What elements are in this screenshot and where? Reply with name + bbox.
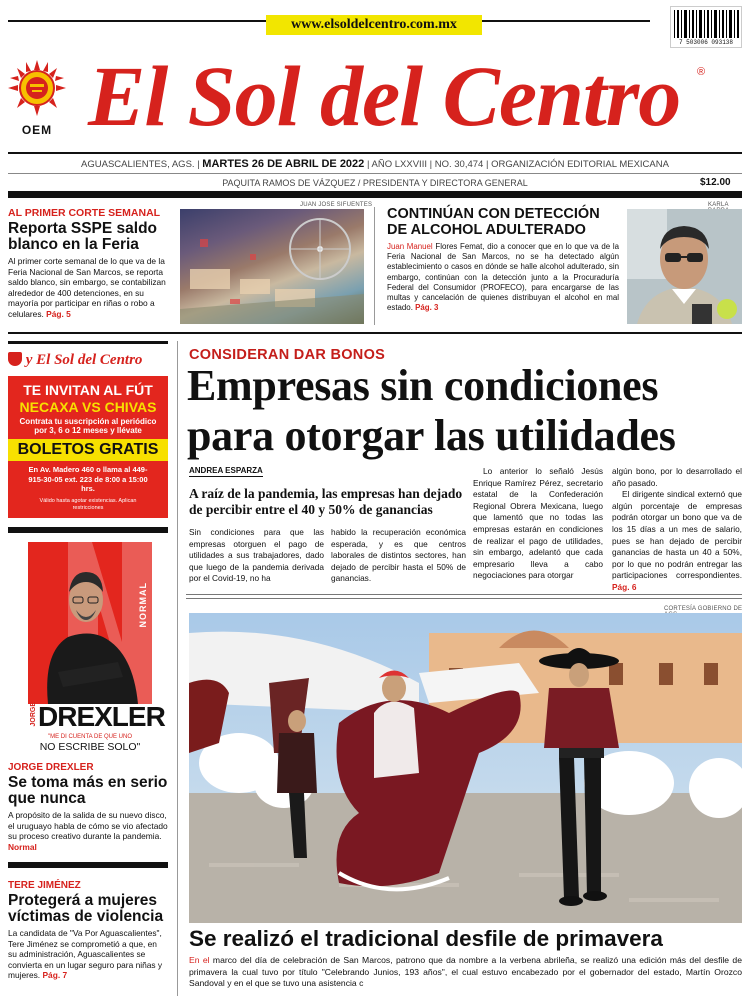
main-story-col1	[189, 527, 324, 585]
registered-mark: ®	[697, 66, 706, 78]
barcode-digits: 7 503006 093138	[678, 39, 733, 46]
top-rule-right	[480, 20, 650, 22]
top-left-kicker: AL PRIMER CORTE SEMANAL	[8, 207, 161, 219]
photo-story-body-text: marco del día de celebración de San Marcos, patrono que da nombre a la verbena abrileña, se realizó una edición más del desfile de primavera la cual tuvo por título "Celebrando Junios, 193 años", el cual estuvo encabezado por el gobernador del estado, Martín Orozco Sandoval y en el que se tuvo una asistencia c	[189, 955, 742, 989]
fair-photo-credit: JUAN JOSE SIFUENTES	[300, 202, 373, 208]
top-left-body	[8, 256, 170, 319]
main-story-col1-text: Sin condiciones para que las empresas otorguen el pago de utilidades a sus trabajadores, dado que luego de la pandemia derivada por el Covid-19, no ha	[189, 527, 324, 584]
album-artist-first: JORGE	[30, 702, 37, 727]
parade-photo-credit: CORTESÍA GOBIERNO DE	[664, 606, 743, 612]
photo-story-headline[interactable]: Se realizó el tradicional desfile de primavera	[189, 926, 663, 951]
top-left-page[interactable]: Pág. 5	[46, 308, 71, 319]
dateline-sep: |	[485, 159, 492, 170]
main-story-col4a-text: algún bono, por lo desarrollado el año pasado.	[612, 466, 742, 488]
left-col-rule	[8, 341, 168, 344]
fair-aerial-photo	[180, 209, 364, 324]
dateline-city: AGUASCALIENTES, AGS.	[81, 159, 195, 170]
dateline-sep: |	[366, 159, 372, 170]
top-left-headline[interactable]: Reporta SSPE saldo blanco en la Feria	[8, 220, 158, 253]
jimenez-story[interactable]	[8, 880, 168, 981]
promo-subscribe: Contrata tu suscripción al periódico por 3, 6 o 12 meses y llévate	[19, 417, 157, 435]
top-right-lead-name: Juan Manuel	[387, 242, 433, 251]
jimenez-kicker: TERE JIMÉNEZ	[8, 880, 81, 891]
top-divider	[374, 207, 375, 325]
top-left-story[interactable]	[8, 207, 170, 319]
album-artist-last: DREXLER	[38, 701, 165, 732]
album-promo[interactable]	[28, 542, 165, 756]
album-tagline: NO ESCRIBE SOLO"	[39, 741, 141, 753]
left-col-rule-3	[8, 862, 168, 868]
drexler-story[interactable]	[8, 762, 168, 852]
dateline-issue: NO. 30,474	[434, 159, 484, 170]
sun-icon	[8, 60, 66, 116]
barcode-bars	[672, 8, 742, 40]
drexler-photo	[28, 542, 152, 704]
main-story-kicker: CONSIDERAN DAR BONOS	[189, 347, 386, 363]
dateline-sep: |	[429, 159, 435, 170]
top-right-story[interactable]	[387, 206, 619, 313]
main-story-rule-2	[186, 598, 742, 599]
masthead-rule-1	[8, 152, 742, 154]
dateline	[8, 158, 742, 170]
drexler-body-text: A propósito de la salida de su nuevo disco, el uruguayo habla de cómo se vio afectado su proceso creativo durante la pandemia.	[8, 810, 168, 841]
jimenez-headline[interactable]: Protegerá a mujeres víctimas de violencia	[8, 892, 164, 925]
dateline-year: AÑO LXXVIII	[371, 159, 427, 170]
oem-logo[interactable]	[8, 60, 66, 137]
top-right-body	[387, 242, 619, 313]
drexler-section[interactable]: Normal	[8, 841, 37, 852]
photo-story-lead: En el	[189, 955, 210, 965]
main-story-byline: ANDREA ESPARZA	[189, 466, 263, 475]
album-cover	[28, 542, 152, 704]
dateline-org: ORGANIZACIÓN EDITORIAL MEXICANA	[491, 159, 669, 170]
main-story-col3-text: Lo anterior lo señaló Jesús Enrique Ramírez Pérez, secretario estatal de la Confederación Regional Obrera Mexicana, luego que lamentó que no todas las empresas estarán en condiciones de realizar el pago de utilidades, sin embargo, adelantó que cada empresario lleva a cabo negociaciones para otorgar	[473, 466, 603, 581]
dateline-sep: |	[197, 159, 203, 170]
main-story-col4	[612, 466, 742, 594]
url-banner[interactable]: www.elsoldelcentro.com.mx	[266, 15, 482, 35]
main-story-col3	[473, 466, 603, 582]
drexler-headline[interactable]: Se toma más en serio que nunca	[8, 774, 168, 807]
promo-invite: TE INVITAN AL FÚT	[23, 382, 153, 398]
necaxa-shield-icon	[8, 352, 22, 366]
top-right-headline[interactable]: CONTINÚAN CON DETECCIÓN DE ALCOHOL ADULTERADO	[387, 206, 600, 238]
promo-match: NECAXA VS CHIVAS	[19, 399, 157, 415]
barcode	[670, 6, 742, 48]
album-tagline-red: "ME DI CUENTA DE QUE UNO	[47, 734, 133, 740]
main-story-col2	[331, 527, 466, 585]
top-section-rule	[8, 332, 742, 334]
left-col-divider	[177, 341, 178, 996]
top-right-page[interactable]: Pág. 3	[415, 303, 439, 313]
price: $12.00	[700, 177, 731, 188]
promo-tickets[interactable]: BOLETOS GRATIS	[8, 439, 168, 461]
promo-address: En Av. Madero 460 o llama al 449-915-30-05 ext. 223 de 8:00 a 15:00 hrs.	[28, 465, 148, 493]
official-portrait	[627, 209, 742, 324]
newspaper-title[interactable]: El Sol del Centro	[88, 48, 681, 144]
masthead-rule-2	[8, 173, 742, 174]
fair-scene	[180, 209, 364, 324]
main-story-col2-text: habido la recuperación económica esperada, y es que centros laborales de distintos sectores, han dejado de percibir hasta el 50% de ganancias.	[331, 527, 466, 584]
left-col-rule-2	[8, 527, 168, 533]
official-photo-credit: KARLA	[708, 202, 729, 208]
main-story-deck: A raíz de la pandemia, las empresas han dejado de percibir entre el 40 y 50% de ganancias	[189, 486, 463, 517]
top-right-body-text: Flores Femat, dio a conocer que en lo que va de la Feria Nacional de San Marcos, no se ha detectado algún establecimiento o casos en dónde se halle alcohol adulterado, sin embargo, continúan con la detección junto a la Procuraduría Federal del Consumidor (PROFECO), para encargarse de las multas y cancelación de quienes distribuyan el alcohol en mal estado.	[387, 242, 619, 313]
main-story-col4b-text: El dirigente sindical externó que algún porcentaje de empresas podrán otorgar un bono que va de los 15 días a un mes de salario, pues se han dejado de percibir ganancias de hasta un 40 a 50%, por lo que no podrán entregar las participaciones correspondientes.	[612, 489, 742, 581]
promo-fine-print: Válido hasta agotar existencias. Aplican restricciones	[39, 497, 137, 511]
main-story-headline[interactable]: Empresas sin condiciones para otorgar las utilidades	[187, 361, 676, 460]
oem-logo-text: OEM	[21, 123, 53, 137]
promo-brand-text: y El Sol del Centro	[25, 352, 143, 368]
main-story-page[interactable]: Pág. 6	[612, 581, 637, 592]
photo-story-body	[189, 955, 742, 1001]
album-label: NORMAL	[138, 582, 148, 628]
jimenez-page[interactable]: Pág. 7	[42, 970, 68, 980]
official-portrait-photo	[627, 209, 742, 324]
jimenez-body-text: La candidata de "Va Por Aguascalientes", Tere Jiménez se comprometió a que, en su administración, Aguascalientes se convierta en un lugar seguro para niñas y mujeres.	[8, 928, 163, 980]
promo-box[interactable]	[8, 376, 168, 518]
top-rule-left	[8, 20, 268, 22]
drexler-body	[8, 810, 168, 852]
dateline-date: MARTES 26 DE ABRIL DE 2022	[202, 158, 365, 170]
main-story-rule-1	[186, 594, 742, 595]
promo-brand	[8, 352, 168, 369]
director-line: PAQUITA RAMOS DE VÁZQUEZ / PRESIDENTA Y DIRECTORA GENERAL	[222, 178, 528, 188]
jimenez-body	[8, 928, 168, 981]
parade-photo	[189, 613, 742, 923]
parade-scene	[189, 613, 742, 923]
masthead-bar	[8, 191, 742, 198]
drexler-kicker: JORGE DREXLER	[8, 762, 94, 773]
top-left-body-text: Al primer corte semanal de lo que va de la Feria Nacional de San Marcos, se reporta saldo blanco, sin embargo, se contabilizan alrededor de 400 detenciones, en su mayoría por participar en riñas o robo a celulares.	[8, 256, 166, 319]
